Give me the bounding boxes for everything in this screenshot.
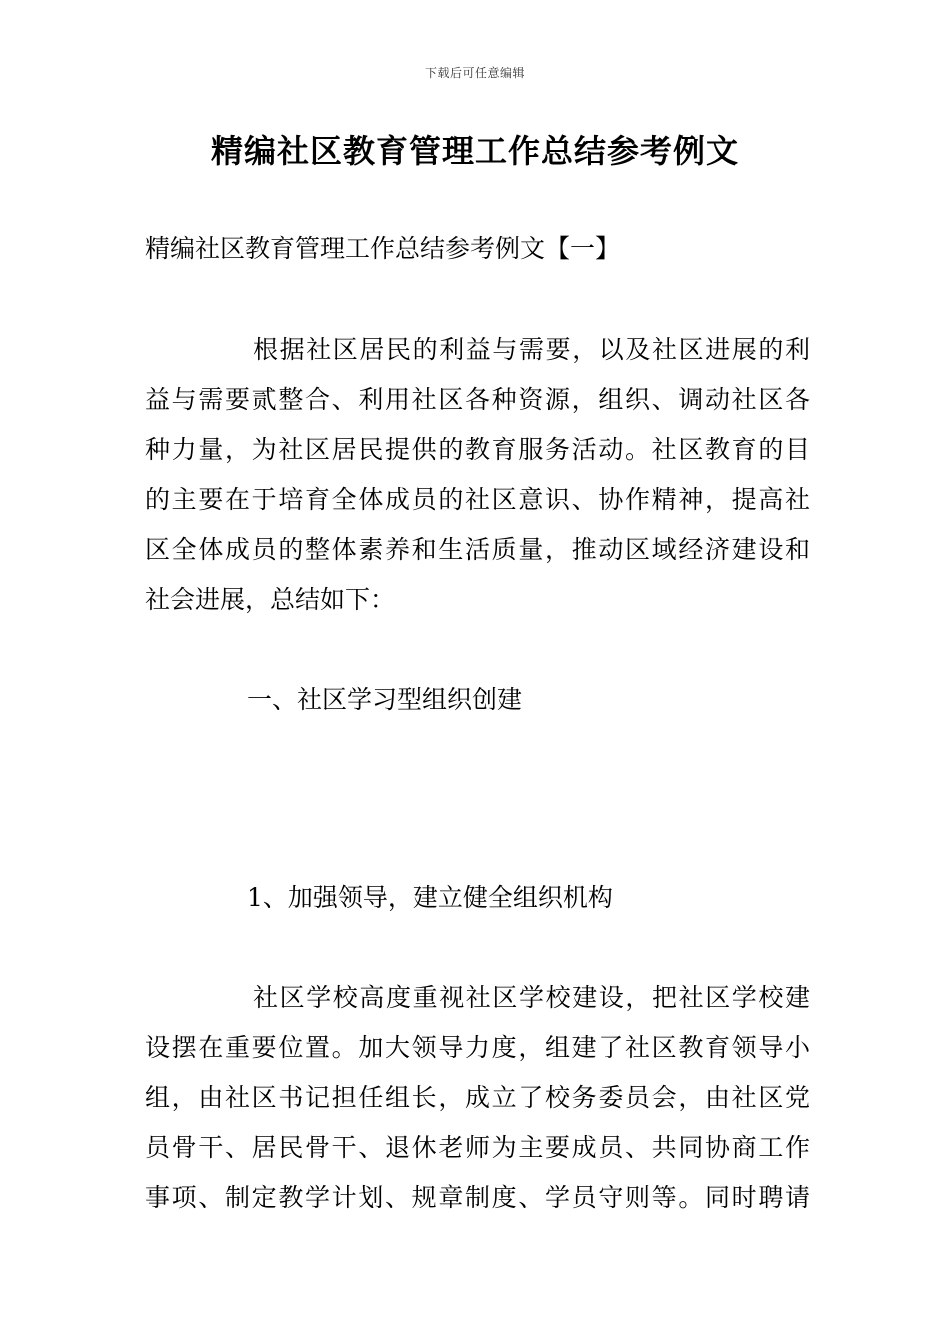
section-heading: 一、社区学习型组织创建: [247, 685, 523, 714]
header-note: 下载后可任意编辑: [424, 66, 525, 80]
paragraph-line: 事项、制定教学计划、规章制度、学员守则等。同时聘请: [145, 1183, 810, 1212]
paragraph-line: 组，由社区书记担任组长，成立了校务委员会，由社区党: [145, 1083, 810, 1112]
paragraph-line: 社区学校高度重视社区学校建设，把社区学校建: [253, 983, 810, 1012]
paragraph-line: 种力量，为社区居民提供的教育服务活动。社区教育的目: [145, 435, 810, 464]
paragraph-line: 员骨干、居民骨干、退休老师为主要成员、共同协商工作: [145, 1133, 810, 1162]
item-heading: 1、加强领导，建立健全组织机构: [247, 883, 613, 912]
paragraph-line: 区全体成员的整体素养和生活质量，推动区域经济建设和: [145, 535, 810, 564]
paragraph-line: 社会进展，总结如下：: [145, 585, 396, 614]
paragraph-line: 设摆在重要位置。加大领导力度，组建了社区教育领导小: [145, 1033, 810, 1062]
paragraph-line: 益与需要贰整合、利用社区各种资源，组织、调动社区各: [145, 385, 810, 414]
paragraph-line: 的主要在于培育全体成员的社区意识、协作精神，提高社: [145, 485, 810, 514]
document-title: 精编社区教育管理工作总结参考例文: [210, 132, 739, 170]
paragraph-line: 根据社区居民的利益与需要，以及社区进展的利: [253, 335, 810, 364]
section-subtitle: 精编社区教育管理工作总结参考例文【一】: [145, 234, 621, 263]
